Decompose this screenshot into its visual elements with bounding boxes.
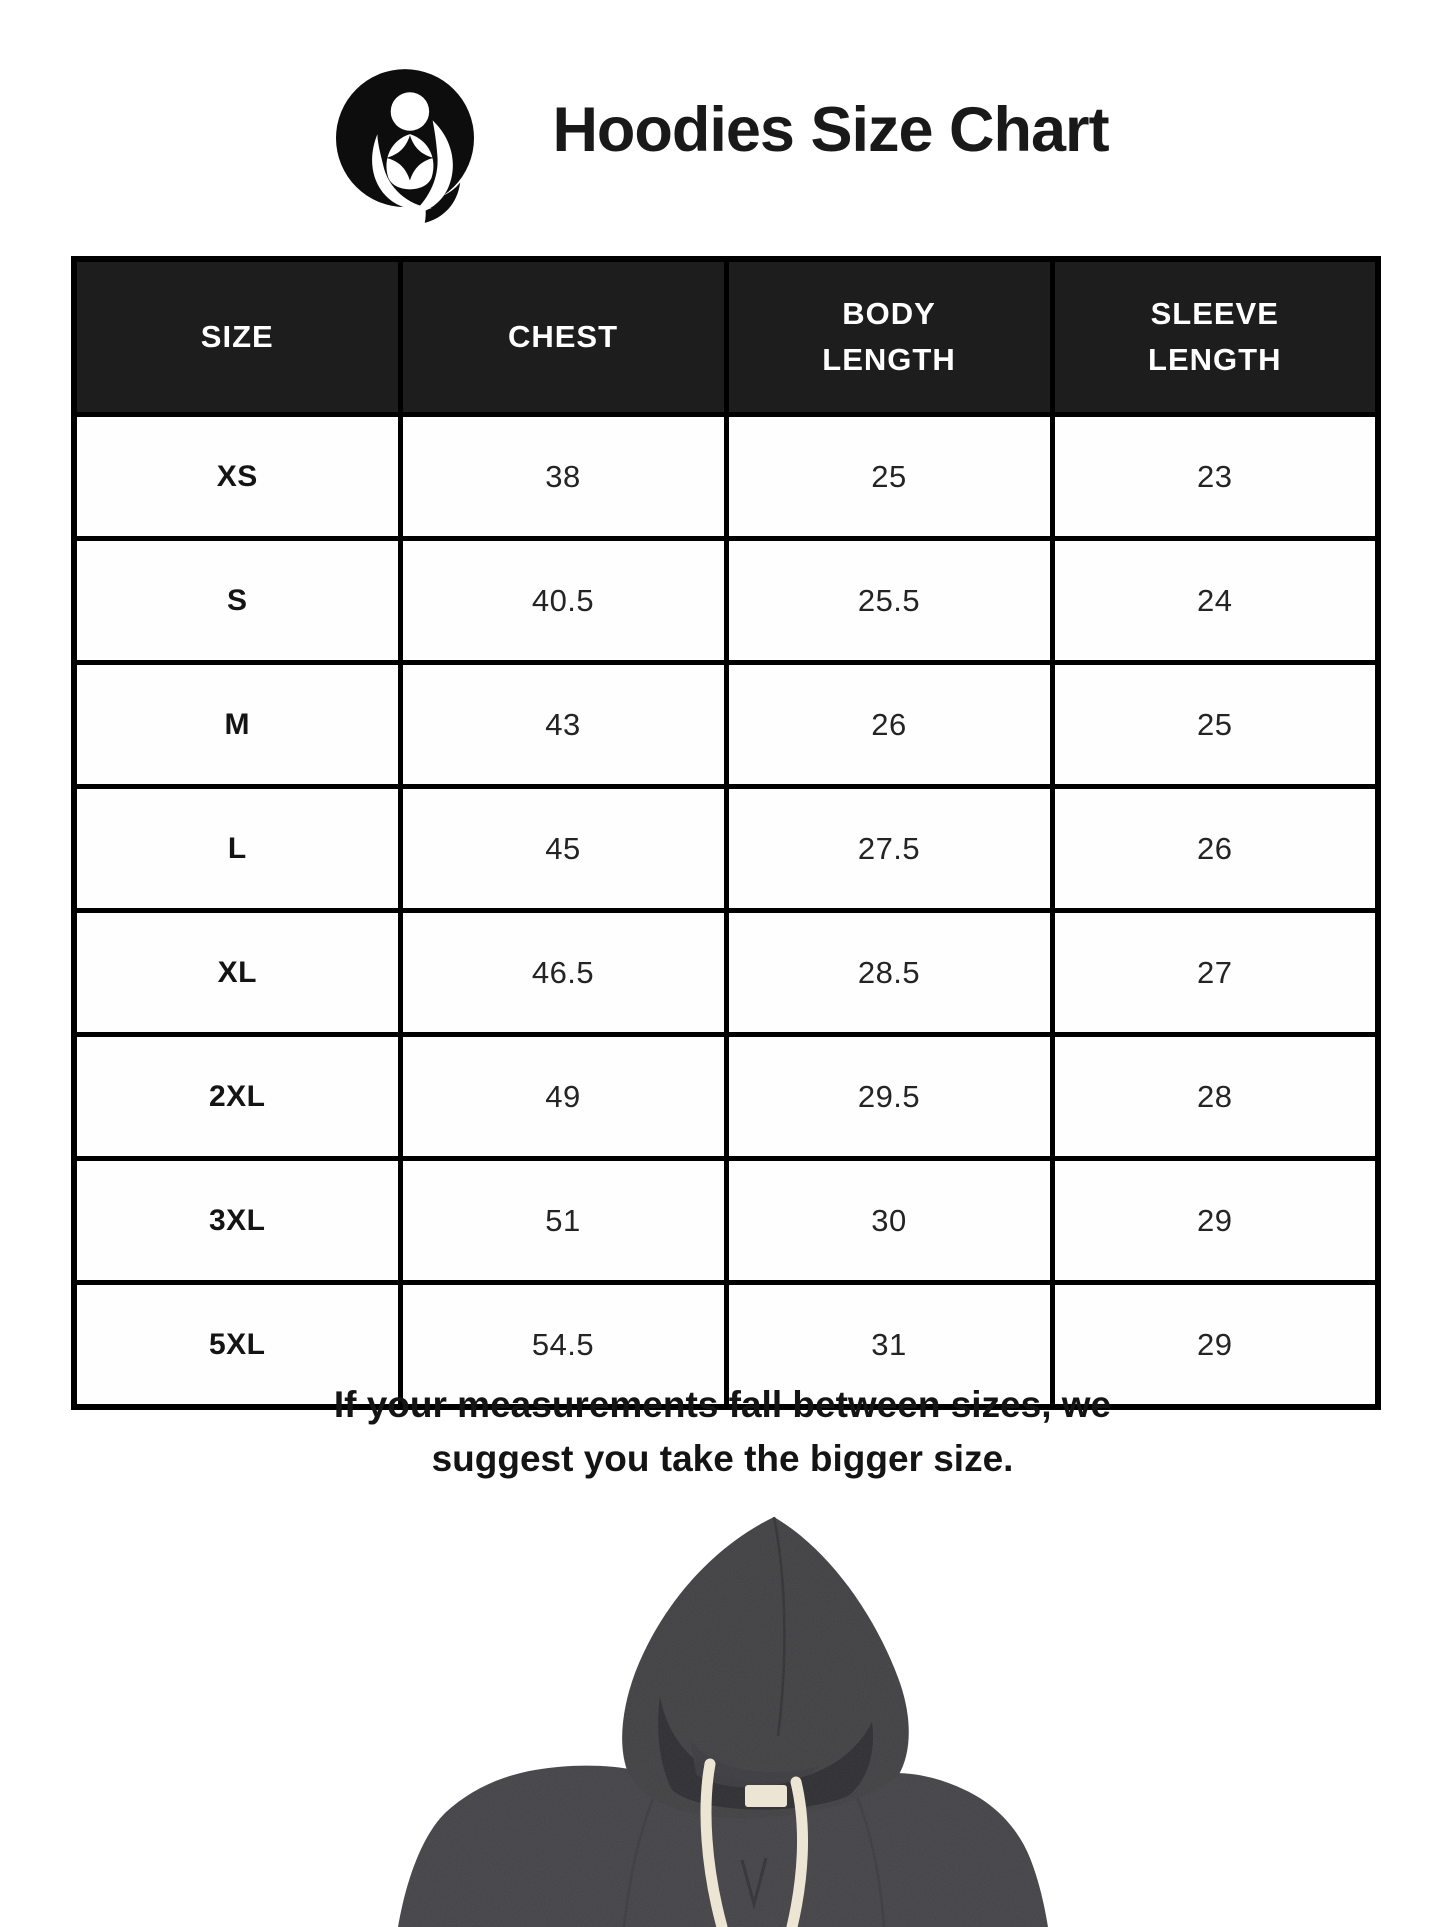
size-cell: XL [74,911,400,1035]
size-cell: 2XL [74,1035,400,1159]
table-row-2xl [74,1035,1378,1159]
chest-cell: 40.5 [400,539,726,663]
sleeve-length-cell: 27 [1052,911,1378,1035]
sleeve-length-cell: 29 [1052,1159,1378,1283]
size-cell: L [74,787,400,911]
table-row-s [74,539,1378,663]
brand-logo-icon [336,69,474,223]
brand-header [0,68,1445,224]
size-note-line-2: suggest you take the bigger size. [431,1437,1014,1479]
size-cell: 3XL [74,1159,400,1283]
hoodie-photo [350,1508,1090,1927]
table-row-3xl [74,1159,1378,1283]
body-length-cell: 31 [726,1283,1052,1408]
chest-cell: 38 [400,415,726,539]
body-length-cell: 28.5 [726,911,1052,1035]
size-cell: S [74,539,400,663]
body-length-cell: 25 [726,415,1052,539]
chest-cell: 54.5 [400,1283,726,1408]
chest-cell: 45 [400,787,726,911]
size-cell: M [74,663,400,787]
table-row-m [74,663,1378,787]
sleeve-length-cell: 25 [1052,663,1378,787]
table-row-xl [74,911,1378,1035]
body-length-cell: 30 [726,1159,1052,1283]
chest-cell: 51 [400,1159,726,1283]
col-header-chest: CHEST [400,259,726,415]
col-header-size: SIZE [74,259,400,415]
table-row-xs [74,415,1378,539]
table-header-row [74,259,1378,415]
chest-cell: 49 [400,1035,726,1159]
page-title: Hoodies Size Chart [552,95,1109,166]
size-cell: XS [74,415,400,539]
sleeve-length-cell: 28 [1052,1035,1378,1159]
body-length-cell: 27.5 [726,787,1052,911]
col-header-body-length: BODY LENGTH [726,259,1052,415]
col-header-sleeve-length: SLEEVE LENGTH [1052,259,1378,415]
sleeve-length-cell: 29 [1052,1283,1378,1408]
hoodie-illustration [350,1508,1090,1927]
sleeve-length-cell: 26 [1052,787,1378,911]
body-length-cell: 29.5 [726,1035,1052,1159]
size-chart-table [71,256,1381,1410]
size-cell: 5XL [74,1283,400,1408]
chest-cell: 46.5 [400,911,726,1035]
sleeve-length-cell: 24 [1052,539,1378,663]
table-row-l [74,787,1378,911]
sleeve-length-cell: 23 [1052,415,1378,539]
size-note [0,1378,1445,1485]
body-length-cell: 26 [726,663,1052,787]
size-note-line-1: If your measurements fall between sizes, we [333,1384,1112,1425]
body-length-cell: 25.5 [726,539,1052,663]
chest-cell: 43 [400,663,726,787]
